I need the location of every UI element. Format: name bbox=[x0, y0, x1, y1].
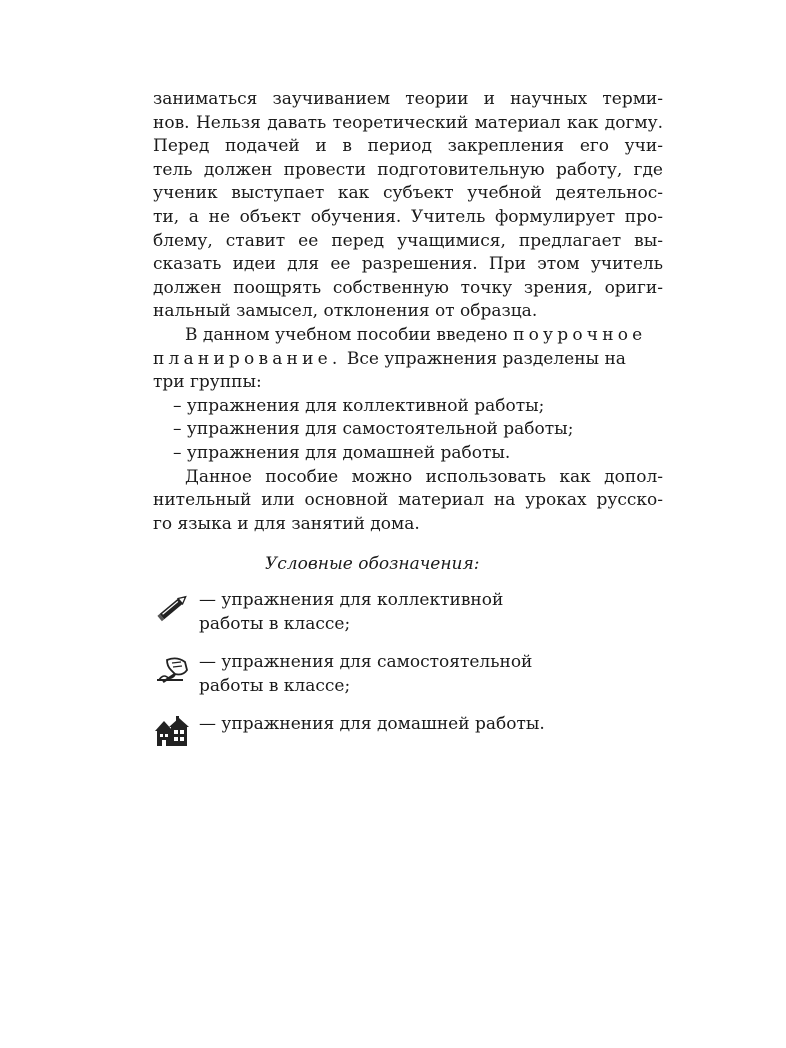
list-item: – упражнения для самостоятельной работы; bbox=[173, 419, 574, 440]
legend-line: работы в классе; bbox=[199, 676, 351, 697]
text-line: сказать идеи для ее разрешения. При этом учитель bbox=[153, 254, 663, 275]
page-content bbox=[153, 88, 663, 750]
text-line bbox=[153, 348, 663, 372]
text-fragment: Все упражнения разделены на bbox=[346, 348, 626, 369]
paragraph-2 bbox=[153, 324, 663, 395]
legend-line: — упражнения для самостоятельной bbox=[199, 652, 533, 673]
text-fragment: В данном учебном пособии введено bbox=[185, 324, 508, 345]
legend-caption: Условные обозначения: bbox=[265, 554, 480, 575]
writing-hand-icon bbox=[153, 650, 193, 690]
spaced-term: планирование. bbox=[153, 348, 342, 369]
legend-text bbox=[199, 712, 663, 736]
text-line: ученик выступает как субъект учебной деятельнос- bbox=[153, 183, 663, 204]
house-icon bbox=[153, 712, 193, 752]
legend-text bbox=[199, 650, 663, 698]
legend-item-independent bbox=[153, 650, 663, 698]
text-line: заниматься заучиванием теории и научных терми- bbox=[153, 89, 663, 109]
legend-line: — упражнения для коллективной bbox=[199, 590, 504, 611]
legend-line: — упражнения для домашней работы. bbox=[199, 714, 545, 735]
legend-item-homework bbox=[153, 712, 663, 736]
pencil-icon bbox=[153, 588, 193, 628]
text-line: Перед подачей и в период закрепления его учи- bbox=[153, 136, 663, 157]
list-item: – упражнения для коллективной работы; bbox=[173, 395, 545, 416]
text-line bbox=[153, 324, 663, 348]
text-line: го языка и для занятий дома. bbox=[153, 513, 420, 534]
text-line: нительный или основной материал на уроках русско- bbox=[153, 490, 663, 511]
legend-item-collective bbox=[153, 588, 663, 636]
text-line: Данное пособие можно использовать как допол- bbox=[185, 466, 663, 487]
list-item: – упражнения для домашней работы. bbox=[173, 442, 511, 463]
legend-text bbox=[199, 588, 663, 636]
text-line: ти, а не объект обучения. Учитель формулирует про- bbox=[153, 206, 663, 227]
legend-line: работы в классе; bbox=[199, 614, 351, 635]
text-line: нальный замысел, отклонения от образца. bbox=[153, 301, 538, 322]
text-line: тель должен провести подготовительную работу, где bbox=[153, 159, 663, 180]
text-line: три группы: bbox=[153, 372, 262, 393]
text-line: блему, ставит ее перед учащимися, предлагает вы- bbox=[153, 230, 663, 251]
paragraph-1 bbox=[153, 88, 663, 324]
paragraph-3 bbox=[153, 466, 663, 537]
text-line: нов. Нельзя давать теоретический материал как догму. bbox=[153, 112, 663, 133]
text-line: должен поощрять собственную точку зрения, ориги- bbox=[153, 277, 663, 298]
spaced-term: поурочное bbox=[513, 324, 647, 345]
exercise-list bbox=[153, 395, 663, 466]
